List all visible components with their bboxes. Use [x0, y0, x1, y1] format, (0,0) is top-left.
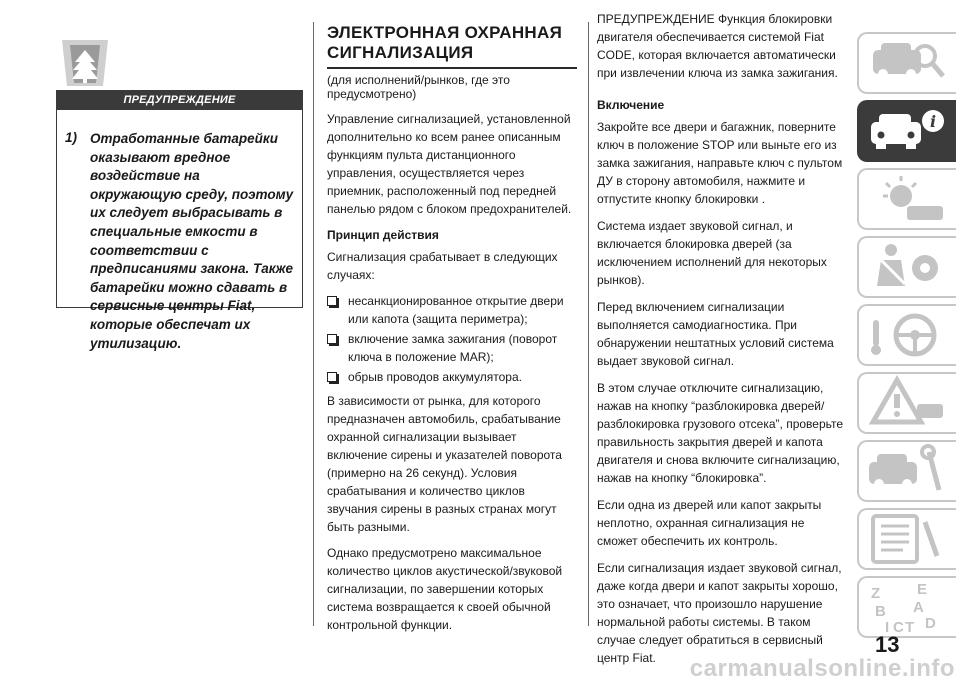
market-paragraph: В зависимости от рынка, для которого предназначен автомобиль, срабатывание охранной сигнализации вызывает включение сирены и указателей поворота (примерно на 26 секунд). Условия срабатывания и количество циклов звучания сирены в разных странах могут быть разными. [327, 394, 562, 534]
tab-warning-lights[interactable] [857, 168, 956, 230]
list-item [327, 292, 577, 328]
fiat-code-warning: ПРЕДУПРЕЖДЕНИЕ Функция блокировки двигателя обеспечивается системой Fiat CODE, которая включается автоматически при извлечении ключа из замка зажигания. [597, 12, 838, 80]
tab-car-info[interactable] [857, 100, 956, 162]
tab-knowing-the-car[interactable] [857, 32, 956, 94]
page-number: 13 [875, 632, 900, 657]
index-letter: B [875, 603, 886, 620]
column-divider [588, 22, 589, 626]
specifications-list-icon [859, 510, 956, 568]
principle-lead: Сигнализация срабатывает в следующих случаях: [327, 250, 558, 282]
breakdown-warning-triangle-icon [859, 374, 956, 432]
seat-belt-airbag-icon [859, 238, 956, 296]
list-item-text: несанкционированное открытие двери или капота (защита периметра); [348, 294, 564, 326]
tab-safety[interactable] [857, 236, 956, 298]
tab-emergencies[interactable] [857, 372, 956, 434]
tab-technical-specifications[interactable] [857, 508, 956, 570]
list-item [327, 330, 577, 366]
list-item-text: включение замка зажигания (поворот ключа в положение MAR); [348, 332, 558, 364]
index-letter: A [913, 599, 924, 616]
chapter-tabs [857, 32, 956, 644]
index-letter: T [905, 619, 915, 636]
recycling-warning-icon [57, 38, 113, 88]
warning-lights-icon [859, 170, 956, 228]
warning-text: Отработанные батарейки оказывают вредное воздействие на окружающую среду, поэтому их следует выбрасывать в специальные емкости в соответствии с предписаниями закона. Также батарейки можно сдавать в сервисные центры Fiat, которые обеспечат их утилизацию. [90, 131, 294, 351]
self-diagnosis-paragraph: Перед включением сигнализации выполняется самодиагностика. При обнаружении нештатных условий система выдает звуковой сигнал. [597, 300, 834, 368]
right-column [597, 10, 847, 676]
signal-paragraph: Система издает звуковой сигнал, и включается блокировка дверей (за исключением исполнений для некоторых рынков). [597, 219, 827, 287]
tab-index[interactable] [857, 576, 956, 638]
index-letter: E [917, 581, 928, 598]
intro-paragraph: Управление сигнализацией, установленной дополнительно ко всем ранее описанным функциям пульта дистанционного управления, осуществляется через приемник, расположенный под передней панелью рядом с блоком предохранителей. [327, 112, 572, 216]
section-title [327, 23, 577, 63]
index-letter: D [925, 615, 936, 632]
tab-maintenance[interactable] [857, 440, 956, 502]
car-maintenance-wrench-icon [859, 442, 956, 500]
index-letter: C [893, 619, 904, 636]
activation-paragraph: Закройте все двери и багажник, поверните ключ в положение STOP или выньте его из замка зажигания, направьте ключ с пультом ДУ в сторону автомобиля, нажмите и отпустите кнопку блокировки . [597, 120, 843, 206]
section-title-line-2: СИГНАЛИЗАЦИЯ [327, 43, 474, 62]
list-item [327, 368, 577, 386]
limit-paragraph: Однако предусмотрено максимальное количество циклов акустической/звуковой сигнализации, по завершении которых система возвращается к своей обычной контрольной функции. [327, 546, 563, 632]
column-divider [313, 22, 314, 626]
car-info-icon [859, 102, 956, 160]
principle-heading: Принцип действия [327, 228, 439, 242]
car-search-icon [859, 34, 956, 92]
checkbox-bullet-icon [327, 334, 337, 344]
alphabetical-index-icon [859, 578, 956, 636]
warning-box [56, 110, 303, 351]
malfunction-paragraph: Если сигнализация издает звуковой сигнал, даже когда двери и капот закрыты хорошо, это означает, что произошло нарушение нормальной работы системы. В таком случае следует обратиться в сервисный центр Fiat. [597, 561, 842, 665]
activation-heading: Включение [597, 98, 665, 112]
list-item-text: обрыв проводов аккумулятора. [348, 370, 522, 384]
section-title-line-1: ЭЛЕКТРОННАЯ ОХРАННАЯ [327, 23, 563, 42]
index-letter: I [885, 619, 890, 636]
warning-number: 1) [65, 130, 78, 145]
door-open-paragraph: Если одна из дверей или капот закрыты неплотно, охранная сигнализация не сможет обеспечить их контроль. [597, 498, 822, 548]
svg-text:i: i [929, 112, 937, 131]
middle-column [327, 23, 577, 642]
warning-header: ПРЕДУПРЕЖДЕНИЕ [56, 90, 303, 110]
availability-note: (для исполнений/рынков, где это предусмотрено) [327, 73, 510, 101]
fault-handling-paragraph: В этом случае отключите сигнализацию, нажав на кнопку “разблокировка дверей/разблокировка грузового отсека”, проверьте правильность закрытия дверей и капота двигателя и снова включите сигнализацию, нажав на кнопку “блокировка”. [597, 381, 843, 485]
trigger-cases-list [327, 292, 577, 386]
checkbox-bullet-icon [327, 296, 337, 306]
tab-starting-driving[interactable] [857, 304, 956, 366]
checkbox-bullet-icon [327, 372, 337, 382]
watermark: carmanualsonline.info [689, 655, 955, 682]
steering-wheel-icon [859, 306, 956, 364]
title-rule [327, 67, 577, 69]
index-letter: Z [871, 585, 881, 602]
